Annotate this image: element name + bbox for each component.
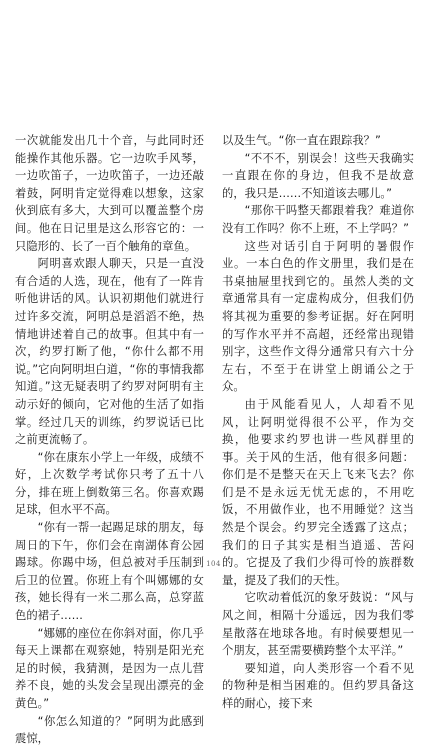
page-number: 104 (206, 560, 221, 568)
paragraph: 阿明喜欢跟人聊天，只是一直没有合适的人选，现在，他有了一阵肯听他讲话的风。认识初期他们就进行过许多交流，阿明总是滔滔不绝，热情地讲述着自己的故事。但其中有一次，约罗打断了他，“你什么都不用说。”它向阿明坦白道，“你的事情我都知道。”这无疑表明了约罗对阿明有主动示好的倾向，它对他的生活了如指掌。经过几天的训练，约罗说话已比之前更流畅了。 (15, 257, 204, 447)
paragraph: “娜娜的座位在你斜对面，你几乎每天上课都在观察她，特别是阳光充足的时候，我猜测，是因为一点儿营养不良，她的头发会呈现出漂亮的金黄色。” (15, 626, 204, 710)
paragraph: “不不不，别误会！这些天我确实一直跟在你的身边，但我不是故意的，我只是……不知道该去哪儿。” (222, 151, 414, 200)
paragraph: 以及生气。“你一直在跟踪我？” (222, 134, 381, 147)
paragraph: 这些对话引自于阿明的暑假作业。一本白色的作文册里，我们是在书桌抽屉里找到它的。虽然人类的文章通常具有一定虚构成分，但我们仍将其视为重要的参考证据。好在阿明的写作水平并不高超，还经常出现错别字，这些作文得分通常只有六十分左右，不至于在讲堂上朗诵公之于众。 (222, 239, 414, 394)
left-text-column (15, 132, 204, 748)
right-text-column (222, 132, 414, 713)
paragraph: 它吹动着低沉的象牙鼓说：“风与风之间，相隔十分遥远，因为我们零星散落在地球各地。有时候要想见一个朋友，甚至需要横跨整个太平洋。” (222, 591, 414, 658)
paragraph: “你有一帮一起踢足球的朋友，每周日的下午，你们会在南湖体育公园踢球。你踢中场，但总被对手压制到后卫的位置。你班上有个叫娜娜的女孩，她长得有一米二那么高，总穿蓝色的裙子…… (15, 521, 204, 623)
paragraph: “那你干吗整天都跟着我？难道你没有工作吗？你不上班，不上学吗？” (222, 204, 414, 235)
paragraph: “你怎么知道的？”阿明为此感到震惊， (15, 714, 204, 746)
paragraph: 由于风能看见人，人却看不见风，让阿明觉得很不公平，作为交换，他要求约罗也讲一些风群里的事。关于风的生活，他有很多问题：你们是不是整天在天上飞来飞去？你们是不是永远无忧无虑的，不用吃饭，不用做作业，也不用睡觉？这当然是个误会。约罗完全透露了这点；我们的日子其实是相当逍遥、苦闷的。它提及了我们少得可怜的族群数量，提及了我们的天性。 (222, 397, 414, 587)
paragraph: 一次就能发出几十个音，与此同时还能操作其他乐器。它一边吹手风琴，一边吹笛子，一边吹笛子，一边还敲着鼓，阿明肯定觉得难以想象，这家伙到底有多大，大到可以覆盖整个房间。他在日记里是这么形容它的：一只隐形的、长了一百个触角的章鱼。 (15, 134, 204, 253)
paragraph: 要知道，向人类形容一个看不见的物种是相当困难的。但约罗具备这样的耐心，接下来 (222, 661, 414, 710)
paragraph: “你在康东小学上一年级，成绩不好，上次数学考试你只考了五十八分，排在班上倒数第三名。你喜欢踢足球，但水平不高。 (15, 450, 204, 517)
